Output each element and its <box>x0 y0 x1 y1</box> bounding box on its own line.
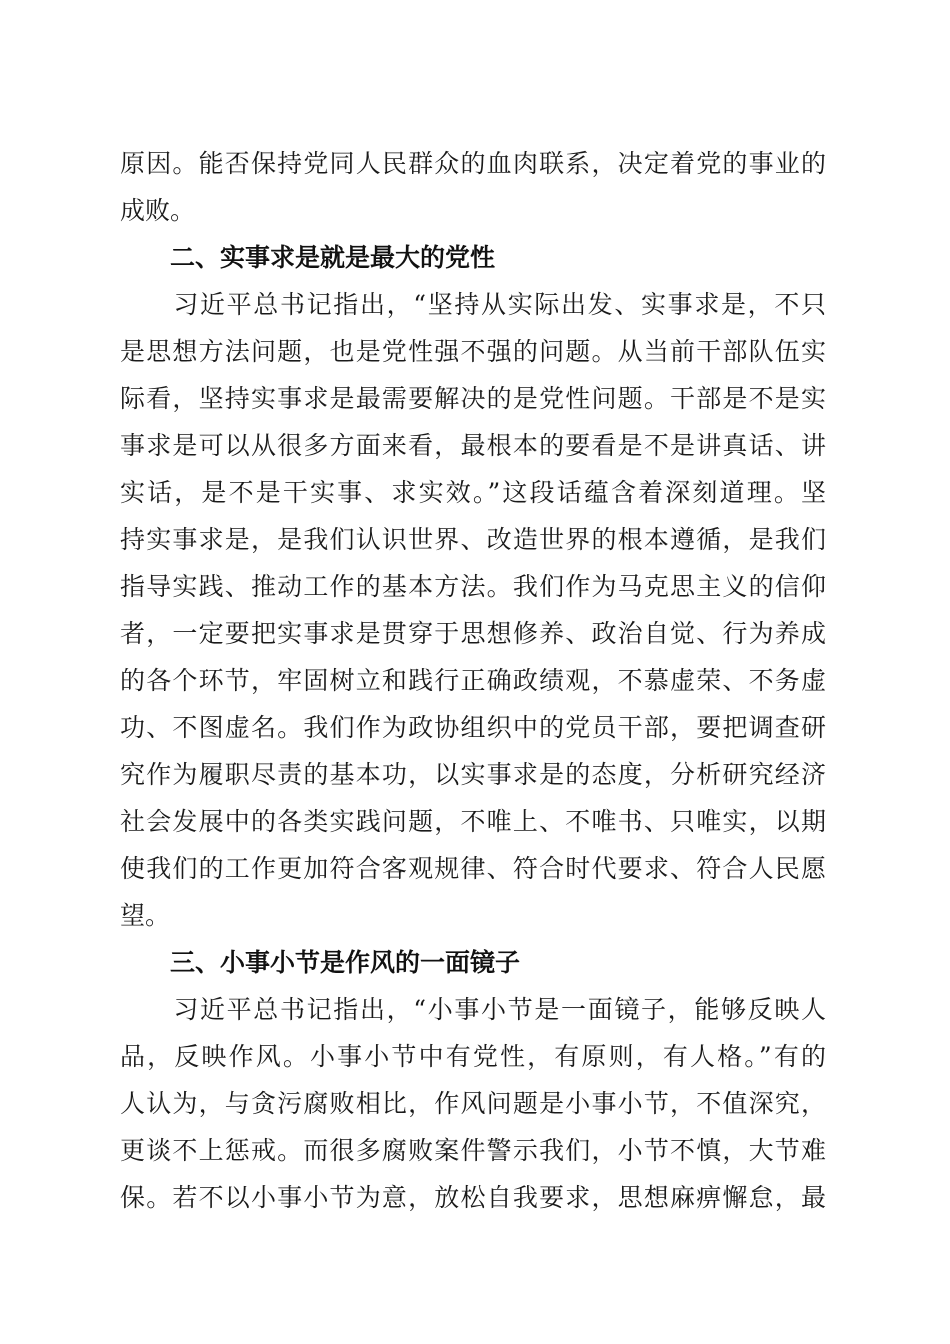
paragraph-2-line-3: 际看，坚持实事求是最需要解决的是党性问题。干部是不是实 <box>120 384 826 413</box>
paragraph-1-line-1: 原因。能否保持党同人民群众的血肉联系，决定着党的事业的 <box>120 149 826 178</box>
paragraph-2-line-8: 者，一定要把实事求是贯穿于思想修养、政治自觉、行为养成 <box>120 619 826 648</box>
paragraph-2-line-1: 习近平总书记指出，“坚持从实际出发、实事求是，不只 <box>120 290 826 319</box>
paragraph-1-line-2: 成败。 <box>120 196 196 225</box>
section-heading-3: 三、小事小节是作风的一面镜子 <box>170 948 521 977</box>
paragraph-3-line-1: 习近平总书记指出，“小事小节是一面镜子，能够反映人 <box>120 995 826 1024</box>
paragraph-2-line-9: 的各个环节，牢固树立和践行正确政绩观，不慕虚荣、不务虚 <box>120 666 826 695</box>
document-body <box>120 140 826 1221</box>
paragraph-3-line-5: 保。若不以小事小节为意，放松自我要求，思想麻痹懈怠，最 <box>120 1183 826 1212</box>
paragraph-2-line-6: 持实事求是，是我们认识世界、改造世界的根本遵循，是我们 <box>120 525 826 554</box>
paragraph-2-line-5: 实话，是不是干实事、求实效。”这段话蕴含着深刻道理。坚 <box>120 478 826 507</box>
paragraph-2-line-4: 事求是可以从很多方面来看，最根本的要看是不是讲真话、讲 <box>120 431 826 460</box>
paragraph-2-line-7: 指导实践、推动工作的基本方法。我们作为马克思主义的信仰 <box>120 572 826 601</box>
paragraph-2-line-2: 是思想方法问题，也是党性强不强的问题。从当前干部队伍实 <box>120 337 826 366</box>
paragraph-3-line-2: 品，反映作风。小事小节中有党性，有原则，有人格。”有的 <box>120 1042 826 1071</box>
paragraph-2-line-14: 望。 <box>120 901 171 930</box>
paragraph-3-line-3: 人认为，与贪污腐败相比，作风问题是小事小节，不值深究， <box>120 1089 826 1118</box>
paragraph-2-line-11: 究作为履职尽责的基本功，以实事求是的态度，分析研究经济 <box>120 760 826 789</box>
section-heading-2: 二、实事求是就是最大的党性 <box>170 243 496 272</box>
paragraph-2-line-10: 功、不图虚名。我们作为政协组织中的党员干部，要把调查研 <box>120 713 826 742</box>
paragraph-3-line-4: 更谈不上惩戒。而很多腐败案件警示我们，小节不慎，大节难 <box>120 1136 826 1165</box>
paragraph-2-line-12: 社会发展中的各类实践问题，不唯上、不唯书、只唯实，以期 <box>120 807 826 836</box>
paragraph-2-line-13: 使我们的工作更加符合客观规律、符合时代要求、符合人民愿 <box>120 854 826 883</box>
